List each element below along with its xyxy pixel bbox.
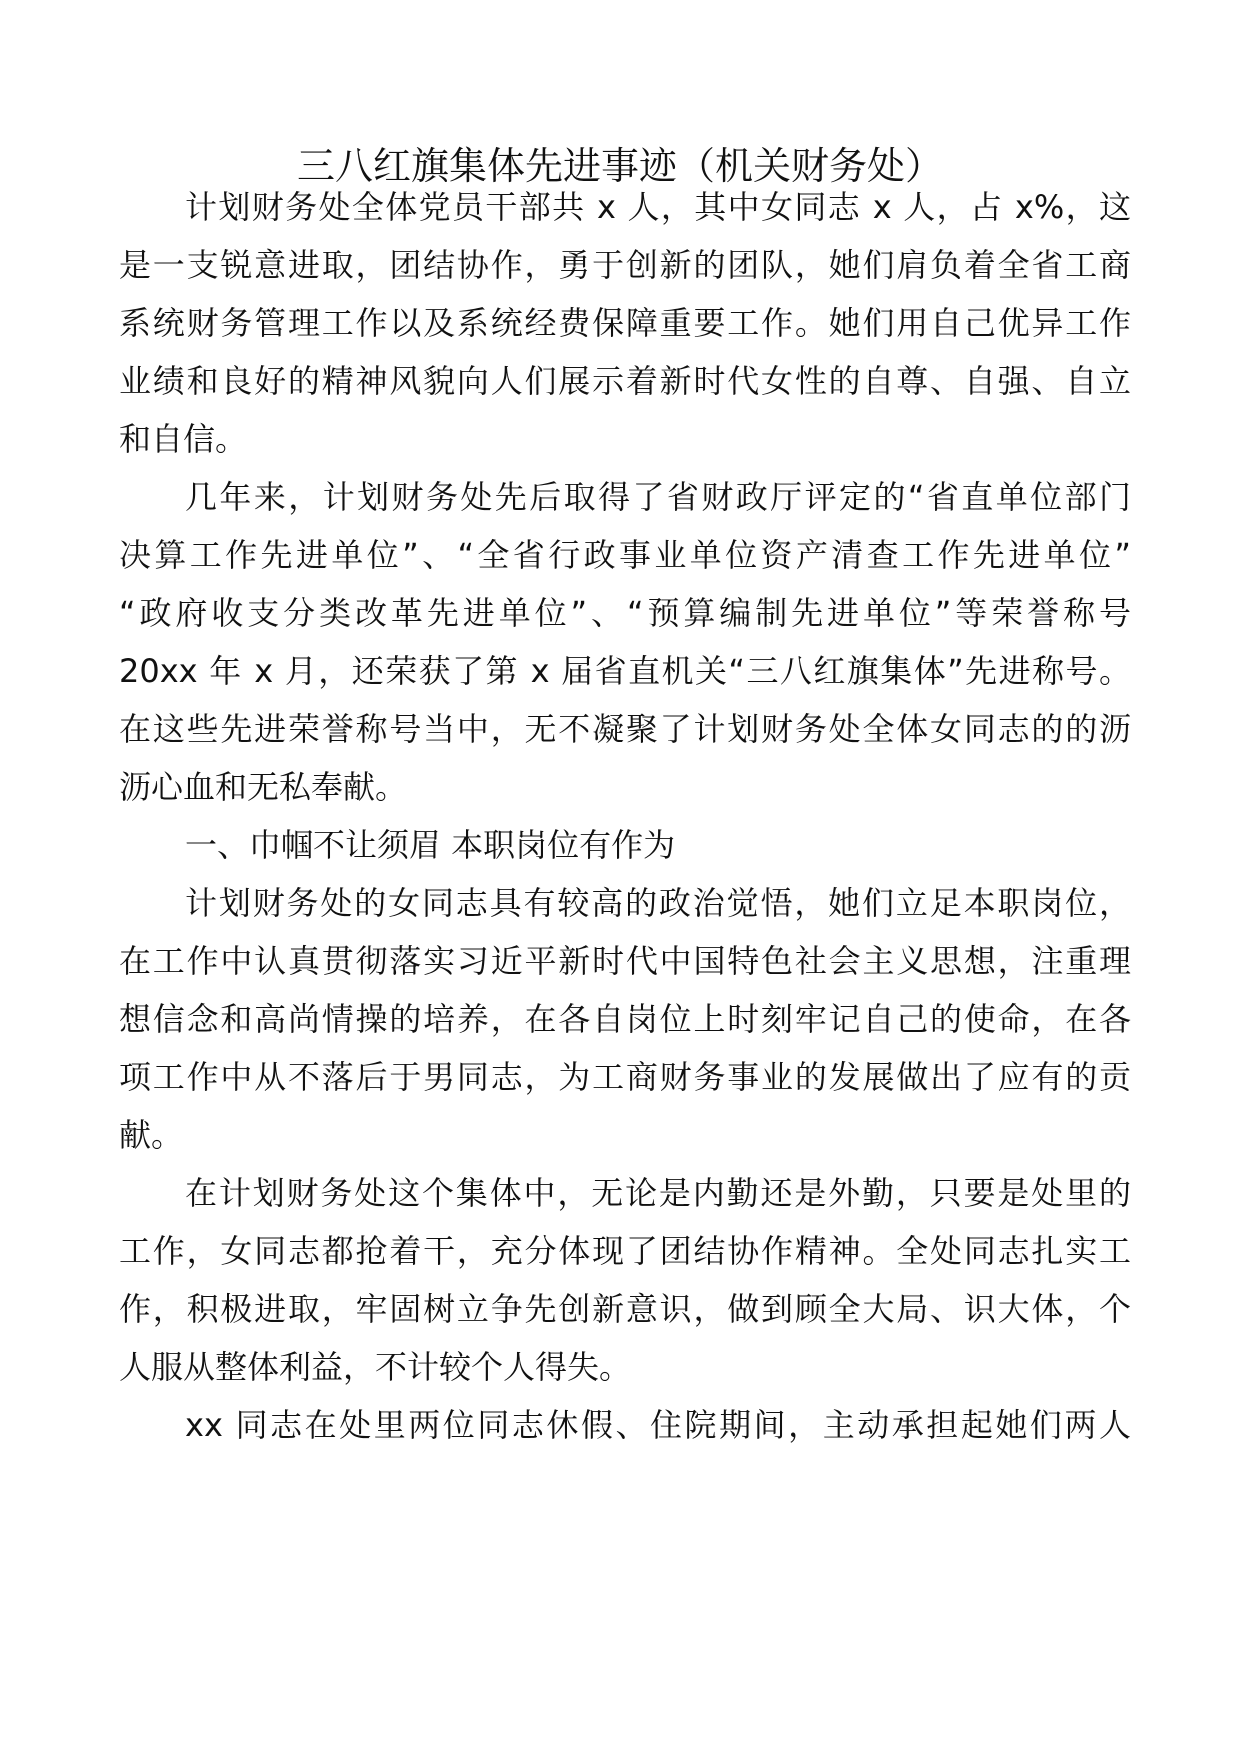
paragraph-line: 业绩和良好的精神风貌向人们展示着新时代女性的自尊、自强、自立 [119,362,1131,400]
paragraph-line: 想信念和高尚情操的培养，在各自岗位上时刻牢记自己的使命，在各 [119,1000,1131,1038]
paragraph-line: 计划财务处全体党员干部共 x 人，其中女同志 x 人，占 x%，这 [185,188,1131,226]
paragraph-line: 工作，女同志都抢着干，充分体现了团结协作精神。全处同志扎实工 [119,1232,1131,1270]
paragraph-line: 献。 [119,1116,184,1154]
paragraph-line: 是一支锐意进取，团结协作，勇于创新的团队，她们肩负着全省工商 [119,246,1131,284]
paragraph-line: 系统财务管理工作以及系统经费保障重要工作。她们用自己优异工作 [119,304,1131,342]
paragraph-line: 作，积极进取，牢固树立争先创新意识，做到顾全大局、识大体，个 [119,1290,1131,1328]
paragraph-line: 和自信。 [119,420,248,458]
paragraph-line: 20xx 年 x 月，还荣获了第 x 届省直机关“三八红旗集体”先进称号。 [119,652,1131,690]
paragraph-line: 在这些先进荣誉称号当中，无不凝聚了计划财务处全体女同志的的沥 [119,710,1131,748]
paragraph-line: 在工作中认真贯彻落实习近平新时代中国特色社会主义思想，注重理 [119,942,1131,980]
paragraph-line: 计划财务处的女同志具有较高的政治觉悟，她们立足本职岗位， [185,884,1131,922]
paragraph-line: 决算工作先进单位”、“全省行政事业单位资产清查工作先进单位” [119,536,1131,574]
paragraph-line: 项工作中从不落后于男同志，为工商财务事业的发展做出了应有的贡 [119,1058,1131,1096]
document-title: 三八红旗集体先进事迹（机关财务处） [296,144,943,188]
paragraph-line: 几年来，计划财务处先后取得了省财政厅评定的“省直单位部门 [185,478,1131,516]
paragraph-line: 在计划财务处这个集体中，无论是内勤还是外勤，只要是处里的 [185,1174,1131,1212]
paragraph-line: xx 同志在处里两位同志休假、住院期间，主动承担起她们两人 [185,1406,1131,1444]
paragraph-line: 沥心血和无私奉献。 [119,768,408,806]
paragraph-line: “政府收支分类改革先进单位”、“预算编制先进单位”等荣誉称号 [119,594,1131,632]
paragraph-line: 人服从整体利益，不计较个人得失。 [119,1348,632,1386]
section-heading: 一、巾帼不让须眉 本职岗位有作为 [185,826,676,864]
